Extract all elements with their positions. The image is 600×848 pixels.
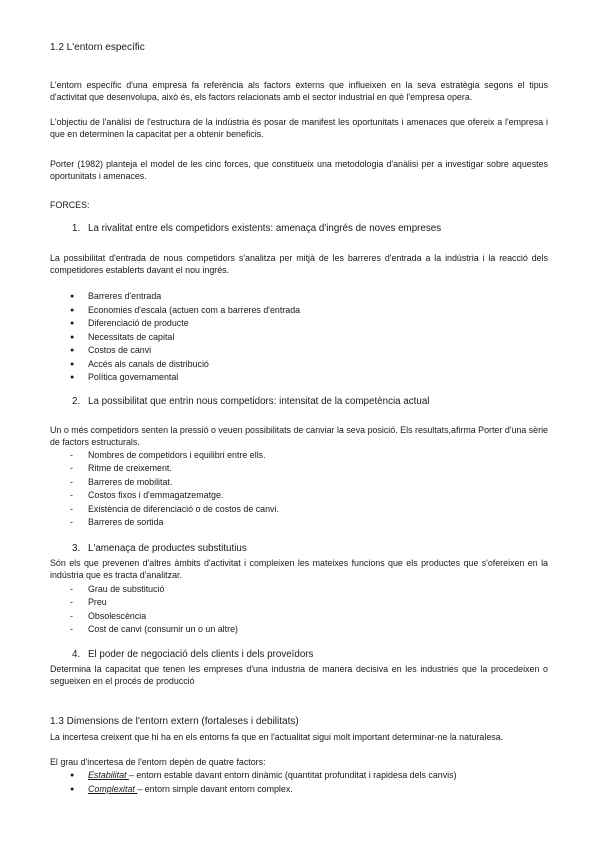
force-3-paragraph: Són els que prevenen d'altres àmbits d'activitat i compleixen les mateixes funcions que els productes que s'ofereixen en la indústria que es tracta d'analitzar. (50, 558, 548, 581)
term-complexity: Complexitat (88, 783, 138, 794)
list-item: - Grau de substitució (70, 583, 238, 596)
force-2-list (70, 449, 279, 529)
paragraph-uncertainty: La incertesa creixent que hi ha en els entorns fa que en l'actualitat sigui molt important determinar-ne la naturalesa. (50, 732, 504, 742)
list-item: - Obsolescència (70, 610, 238, 623)
section-title-1-2: 1.2 L'entorn específic (50, 42, 145, 53)
force-3-number: 3. (72, 543, 81, 554)
force-1-heading (72, 223, 441, 235)
force-2-paragraph: Un o més competidors senten la pressió o veuen possibilitats de canviar la seva posició. Els resultats,afirma Porter d'una sèrie de factors estructurals. (50, 425, 548, 448)
list-item: ● Economies d'escala (actuen com a barreres d'entrada (70, 304, 300, 318)
list-item: - Ritme de creixement. (70, 462, 279, 475)
force-1-title: La rivalitat entre els competidors existents: amenaça d'ingrés de noves empreses (88, 223, 442, 234)
force-2-number: 2. (72, 396, 81, 407)
force-4-title: El poder de negociació dels clients i dels proveïdors (88, 649, 314, 660)
list-item: ● Costos de canvi (70, 344, 300, 358)
list-item: - Cost de canvi (consumir un o un altre) (70, 623, 238, 636)
term-stability: Estabilitat (88, 770, 129, 780)
list-item: ● Necessitats de capital (70, 331, 300, 345)
force-4-number: 4. (72, 649, 81, 660)
list-item: ● Diferenciació de producte (70, 317, 300, 331)
term-stability-desc: – entorn estable davant entorn dinàmic (quantitat profunditat i rapidesa dels canvis) (128, 770, 457, 780)
force-3-list (70, 583, 238, 637)
list-item: ● Accés als canals de distribució (70, 358, 300, 372)
force-2-heading (72, 396, 429, 408)
force-3-heading (72, 543, 247, 555)
force-4-paragraph: Determina la capacitat que tenen les empreses d'una industria de manera decisiva en les industries que la procedeixen o segueixen en el procés de producció (50, 664, 548, 687)
force-1-number: 1. (72, 223, 81, 234)
forces-label: FORCES: (50, 200, 90, 210)
list-item: ● Política governamental (70, 371, 300, 385)
list-item (70, 769, 457, 783)
force-4-heading (72, 649, 313, 661)
list-item: - Nombres de competidors i equilibri entre ells. (70, 449, 279, 462)
list-item: - Barreres de mobilitat. (70, 476, 279, 489)
dimensions-list (70, 769, 457, 796)
paragraph-factors: El grau d'incertesa de l'entorn depèn de quatre factors: (50, 757, 266, 767)
section-title-1-3: 1.3 Dimensions de l'entorn extern (fortaleses i debilitats) (50, 716, 299, 727)
list-item: - Costos fixos i d'emmagatzematge. (70, 489, 279, 502)
force-1-list (70, 290, 300, 385)
list-item: - Preu (70, 596, 238, 609)
term-complexity-desc: – entorn simple davant entorn complex. (137, 783, 293, 794)
list-item: ● Barreres d'entrada (70, 290, 300, 304)
list-item: - Barreres de sortida (70, 516, 279, 529)
force-2-title: La possibilitat que entrin nous competidors: intensitat de la competència actual (88, 396, 430, 407)
force-1-paragraph: La possibilitat d'entrada de nous competidors s'analitza per mitjà de les barreres d'entrada a la indústria i la reacció dels competidores establerts davant el nou ingrés. (50, 253, 548, 276)
force-3-title: L'amenaça de productes substitutius (88, 543, 247, 554)
paragraph-definition: L'entorn específic d'una empresa fa referència als factors externs que influeixen en la seva estratègia segons el tipus d'activitat que desenvolupa, això és, els factors relacionats amb el sector industrial en què l'empresa opera. (50, 80, 548, 103)
list-item (70, 783, 457, 797)
paragraph-objective: L'objectiu de l'anàlisi de l'estructura de la indústria és posar de manifest les oportunitats i amenaces que ofereix a l'empresa i que en determinen la capacitat per a obtenir beneficis. (50, 117, 548, 140)
list-item: - Existència de diferenciació o de costos de canvi. (70, 503, 279, 516)
paragraph-porter: Porter (1982) planteja el model de les cinc forces, que constitueix una metodologia d'anàlisi per a investigar sobre aquestes oportunitats i amenaces. (50, 159, 548, 182)
